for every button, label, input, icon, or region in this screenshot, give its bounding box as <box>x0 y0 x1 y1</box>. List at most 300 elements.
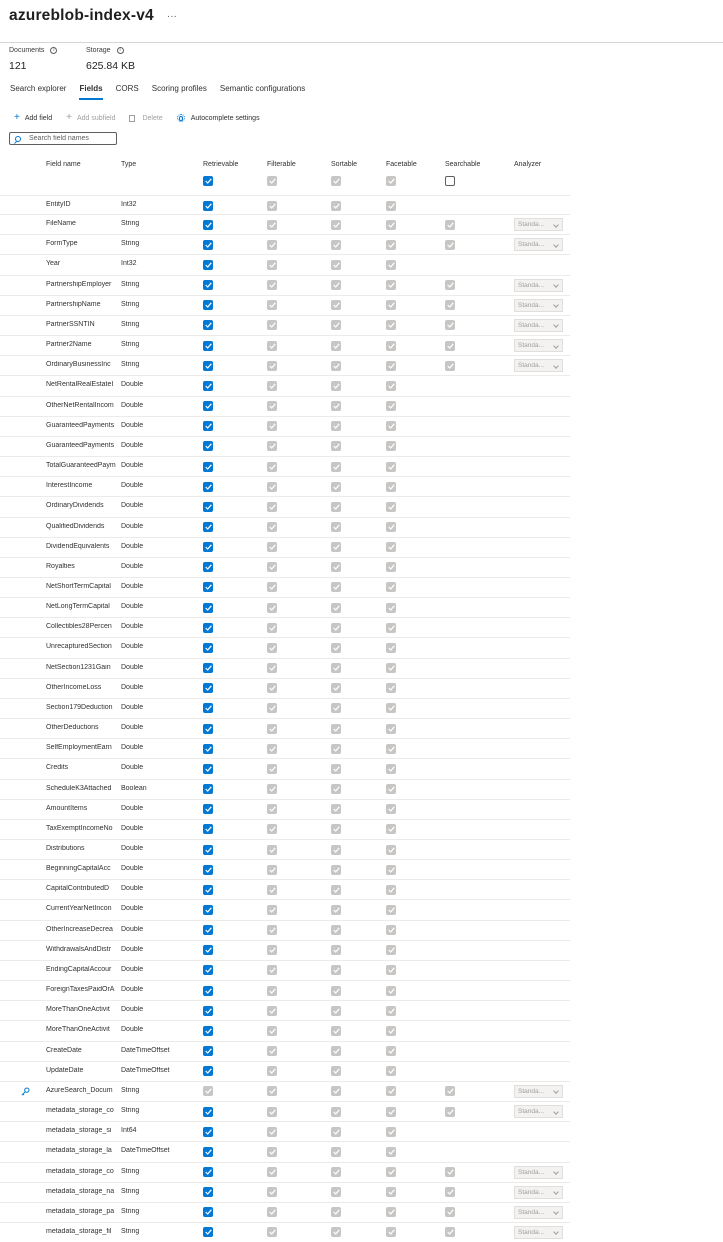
facetable-checkbox[interactable] <box>386 582 396 592</box>
table-row[interactable] <box>0 457 570 477</box>
analyzer-select[interactable] <box>514 238 563 251</box>
field-name[interactable]: metadata_storage_fil <box>46 1227 112 1235</box>
sortable-checkbox[interactable] <box>331 764 341 774</box>
searchable-checkbox[interactable] <box>445 1227 455 1237</box>
retrievable-all-checkbox[interactable] <box>203 176 213 186</box>
field-name[interactable]: NetLongTermCapital <box>46 603 110 611</box>
sortable-checkbox[interactable] <box>331 744 341 754</box>
facetable-checkbox[interactable] <box>386 925 396 935</box>
filterable-checkbox[interactable] <box>267 300 277 310</box>
more-options-button[interactable]: ··· <box>166 10 177 22</box>
filterable-checkbox[interactable] <box>267 401 277 411</box>
table-row[interactable] <box>0 880 570 900</box>
retrievable-checkbox[interactable] <box>203 804 213 814</box>
filterable-checkbox[interactable] <box>267 1006 277 1016</box>
facetable-checkbox[interactable] <box>386 945 396 955</box>
table-row[interactable] <box>0 921 570 941</box>
retrievable-checkbox[interactable] <box>203 623 213 633</box>
sortable-checkbox[interactable] <box>331 1147 341 1157</box>
field-name[interactable]: OtherIncomeLoss <box>46 683 102 691</box>
searchable-all-checkbox[interactable] <box>445 176 455 186</box>
facetable-checkbox[interactable] <box>386 1107 396 1117</box>
sortable-checkbox[interactable] <box>331 401 341 411</box>
col-retrievable[interactable]: Retrievable <box>203 161 239 168</box>
retrievable-checkbox[interactable] <box>203 965 213 975</box>
col-searchable[interactable]: Searchable <box>445 161 481 168</box>
col-facetable[interactable]: Facetable <box>386 161 417 168</box>
table-row[interactable] <box>0 497 570 517</box>
analyzer-select[interactable] <box>514 299 563 312</box>
retrievable-checkbox[interactable] <box>203 1086 213 1096</box>
table-row[interactable] <box>0 1062 570 1082</box>
table-row[interactable] <box>0 981 570 1001</box>
retrievable-checkbox[interactable] <box>203 401 213 411</box>
retrievable-checkbox[interactable] <box>203 381 213 391</box>
field-name[interactable]: PartnershipEmployer <box>46 280 112 288</box>
filterable-checkbox[interactable] <box>267 784 277 794</box>
field-name[interactable]: QualifiedDividends <box>46 522 105 530</box>
filterable-checkbox[interactable] <box>267 603 277 613</box>
facetable-checkbox[interactable] <box>386 965 396 975</box>
field-name[interactable]: BeginningCapitalAcc <box>46 865 111 873</box>
field-name[interactable]: CapitalContributedD <box>46 885 110 893</box>
sortable-checkbox[interactable] <box>331 643 341 653</box>
searchable-checkbox[interactable] <box>445 300 455 310</box>
table-row[interactable] <box>0 1021 570 1041</box>
facetable-checkbox[interactable] <box>386 441 396 451</box>
table-row[interactable] <box>0 961 570 981</box>
sortable-checkbox[interactable] <box>331 300 341 310</box>
field-name[interactable]: Section179Deduction <box>46 703 113 711</box>
sortable-checkbox[interactable] <box>331 562 341 572</box>
searchable-checkbox[interactable] <box>445 320 455 330</box>
retrievable-checkbox[interactable] <box>203 421 213 431</box>
facetable-checkbox[interactable] <box>386 240 396 250</box>
sortable-checkbox[interactable] <box>331 965 341 975</box>
analyzer-select[interactable] <box>514 359 563 372</box>
retrievable-checkbox[interactable] <box>203 582 213 592</box>
field-name[interactable]: Partner2Name <box>46 341 92 349</box>
facetable-checkbox[interactable] <box>386 1227 396 1237</box>
facetable-checkbox[interactable] <box>386 462 396 472</box>
sortable-checkbox[interactable] <box>331 925 341 935</box>
facetable-checkbox[interactable] <box>386 260 396 270</box>
facetable-checkbox[interactable] <box>386 663 396 673</box>
retrievable-checkbox[interactable] <box>203 744 213 754</box>
sortable-checkbox[interactable] <box>331 1046 341 1056</box>
table-row[interactable] <box>0 1183 570 1203</box>
table-row[interactable] <box>0 780 570 800</box>
table-row[interactable] <box>0 215 570 235</box>
filterable-checkbox[interactable] <box>267 703 277 713</box>
sortable-checkbox[interactable] <box>331 260 341 270</box>
facetable-checkbox[interactable] <box>386 280 396 290</box>
retrievable-checkbox[interactable] <box>203 1066 213 1076</box>
field-name[interactable]: CreateDate <box>46 1046 82 1054</box>
add-field-button[interactable]: + Add field <box>14 112 53 123</box>
filterable-checkbox[interactable] <box>267 341 277 351</box>
field-name[interactable]: metadata_storage_si <box>46 1127 112 1135</box>
sortable-checkbox[interactable] <box>331 421 341 431</box>
sortable-checkbox[interactable] <box>331 1227 341 1237</box>
facetable-checkbox[interactable] <box>386 1026 396 1036</box>
filterable-checkbox[interactable] <box>267 683 277 693</box>
retrievable-checkbox[interactable] <box>203 522 213 532</box>
field-name[interactable]: CurrentYearNetIncon <box>46 905 112 913</box>
retrievable-checkbox[interactable] <box>203 280 213 290</box>
analyzer-select[interactable] <box>514 1166 563 1179</box>
facetable-checkbox[interactable] <box>386 1207 396 1217</box>
sortable-checkbox[interactable] <box>331 986 341 996</box>
sortable-checkbox[interactable] <box>331 381 341 391</box>
table-row[interactable] <box>0 397 570 417</box>
documents-info-icon[interactable]: i <box>50 47 57 54</box>
retrievable-checkbox[interactable] <box>203 201 213 211</box>
filterable-checkbox[interactable] <box>267 885 277 895</box>
sortable-checkbox[interactable] <box>331 1187 341 1197</box>
sortable-checkbox[interactable] <box>331 482 341 492</box>
sortable-checkbox[interactable] <box>331 1086 341 1096</box>
facetable-checkbox[interactable] <box>386 361 396 371</box>
table-row[interactable] <box>0 739 570 759</box>
analyzer-select[interactable] <box>514 1105 563 1118</box>
table-row[interactable] <box>0 1223 570 1242</box>
table-row[interactable] <box>0 618 570 638</box>
facetable-checkbox[interactable] <box>386 341 396 351</box>
table-row[interactable] <box>0 316 570 336</box>
retrievable-checkbox[interactable] <box>203 1227 213 1237</box>
field-name[interactable]: EndingCapitalAccour <box>46 965 112 973</box>
retrievable-checkbox[interactable] <box>203 1026 213 1036</box>
sortable-checkbox[interactable] <box>331 1026 341 1036</box>
searchable-checkbox[interactable] <box>445 1086 455 1096</box>
sortable-checkbox[interactable] <box>331 341 341 351</box>
retrievable-checkbox[interactable] <box>203 341 213 351</box>
searchable-checkbox[interactable] <box>445 280 455 290</box>
facetable-checkbox[interactable] <box>386 905 396 915</box>
retrievable-checkbox[interactable] <box>203 1167 213 1177</box>
retrievable-checkbox[interactable] <box>203 945 213 955</box>
filterable-checkbox[interactable] <box>267 582 277 592</box>
retrievable-checkbox[interactable] <box>203 1127 213 1137</box>
col-analyzer[interactable]: Analyzer <box>514 161 542 168</box>
searchable-checkbox[interactable] <box>445 1167 455 1177</box>
facetable-checkbox[interactable] <box>386 1066 396 1076</box>
tab-semantic-configurations[interactable]: Semantic configurations <box>219 84 306 93</box>
sortable-checkbox[interactable] <box>331 603 341 613</box>
table-row[interactable] <box>0 860 570 880</box>
searchable-checkbox[interactable] <box>445 1187 455 1197</box>
field-name[interactable]: OrdinaryBusinessInc <box>46 361 111 369</box>
field-name[interactable]: TotalGuaranteedPaym <box>46 462 116 470</box>
table-row[interactable] <box>0 1082 570 1102</box>
col-filterable[interactable]: Filterable <box>267 161 296 168</box>
sortable-checkbox[interactable] <box>331 703 341 713</box>
tab-cors[interactable]: CORS <box>115 84 139 93</box>
filterable-checkbox[interactable] <box>267 522 277 532</box>
table-row[interactable] <box>0 578 570 598</box>
retrievable-checkbox[interactable] <box>203 1107 213 1117</box>
filterable-checkbox[interactable] <box>267 1187 277 1197</box>
analyzer-select[interactable] <box>514 218 563 231</box>
filterable-checkbox[interactable] <box>267 824 277 834</box>
field-name[interactable]: OtherDeductions <box>46 724 99 732</box>
field-name[interactable]: Year <box>46 260 61 268</box>
filterable-checkbox[interactable] <box>267 623 277 633</box>
sortable-checkbox[interactable] <box>331 623 341 633</box>
filterable-checkbox[interactable] <box>267 764 277 774</box>
sortable-checkbox[interactable] <box>331 865 341 875</box>
retrievable-checkbox[interactable] <box>203 240 213 250</box>
table-row[interactable] <box>0 518 570 538</box>
sortable-checkbox[interactable] <box>331 280 341 290</box>
table-row[interactable] <box>0 477 570 497</box>
table-row[interactable] <box>0 255 570 275</box>
filterable-checkbox[interactable] <box>267 804 277 814</box>
facetable-checkbox[interactable] <box>386 320 396 330</box>
table-row[interactable] <box>0 376 570 396</box>
facetable-checkbox[interactable] <box>386 401 396 411</box>
filterable-checkbox[interactable] <box>267 1107 277 1117</box>
filterable-checkbox[interactable] <box>267 240 277 250</box>
sortable-checkbox[interactable] <box>331 824 341 834</box>
table-row[interactable] <box>0 699 570 719</box>
filterable-checkbox[interactable] <box>267 482 277 492</box>
field-name[interactable]: ScheduleK3Attached <box>46 784 112 792</box>
retrievable-checkbox[interactable] <box>203 683 213 693</box>
searchable-checkbox[interactable] <box>445 1207 455 1217</box>
facetable-checkbox[interactable] <box>386 1086 396 1096</box>
filterable-checkbox[interactable] <box>267 1227 277 1237</box>
searchable-checkbox[interactable] <box>445 1107 455 1117</box>
filterable-checkbox[interactable] <box>267 965 277 975</box>
sortable-checkbox[interactable] <box>331 462 341 472</box>
retrievable-checkbox[interactable] <box>203 260 213 270</box>
filterable-checkbox[interactable] <box>267 1026 277 1036</box>
sortable-checkbox[interactable] <box>331 1066 341 1076</box>
retrievable-checkbox[interactable] <box>203 905 213 915</box>
facetable-checkbox[interactable] <box>386 804 396 814</box>
filterable-checkbox[interactable] <box>267 320 277 330</box>
table-row[interactable] <box>0 598 570 618</box>
sortable-checkbox[interactable] <box>331 1207 341 1217</box>
field-name[interactable]: GuaranteedPayments <box>46 421 115 429</box>
facetable-checkbox[interactable] <box>386 1167 396 1177</box>
retrievable-checkbox[interactable] <box>203 724 213 734</box>
retrievable-checkbox[interactable] <box>203 784 213 794</box>
table-row[interactable] <box>0 437 570 457</box>
filterable-checkbox[interactable] <box>267 542 277 552</box>
sortable-checkbox[interactable] <box>331 1006 341 1016</box>
table-row[interactable] <box>0 336 570 356</box>
retrievable-checkbox[interactable] <box>203 320 213 330</box>
retrievable-checkbox[interactable] <box>203 300 213 310</box>
field-name[interactable]: GuaranteedPayments <box>46 441 115 449</box>
retrievable-checkbox[interactable] <box>203 703 213 713</box>
facetable-checkbox[interactable] <box>386 421 396 431</box>
sortable-checkbox[interactable] <box>331 885 341 895</box>
sortable-checkbox[interactable] <box>331 201 341 211</box>
filterable-checkbox[interactable] <box>267 260 277 270</box>
retrievable-checkbox[interactable] <box>203 502 213 512</box>
filterable-checkbox[interactable] <box>267 1167 277 1177</box>
filterable-checkbox[interactable] <box>267 562 277 572</box>
field-name[interactable]: NetSection1231Gain <box>46 663 111 671</box>
facetable-checkbox[interactable] <box>386 522 396 532</box>
facetable-checkbox[interactable] <box>386 703 396 713</box>
sortable-checkbox[interactable] <box>331 522 341 532</box>
field-name[interactable]: metadata_storage_na <box>46 1187 115 1195</box>
field-name[interactable]: Distributions <box>46 845 85 852</box>
analyzer-select[interactable] <box>514 1085 563 1098</box>
field-name[interactable]: OtherNetRentalIncom <box>46 401 114 409</box>
retrievable-checkbox[interactable] <box>203 1147 213 1157</box>
sortable-checkbox[interactable] <box>331 1127 341 1137</box>
filterable-checkbox[interactable] <box>267 1127 277 1137</box>
field-name[interactable]: NetRentalRealEstateI <box>46 381 114 389</box>
col-sortable[interactable]: Sortable <box>331 161 358 168</box>
table-row[interactable] <box>0 235 570 255</box>
table-row[interactable] <box>0 538 570 558</box>
table-row[interactable] <box>0 558 570 578</box>
table-row[interactable] <box>0 1042 570 1062</box>
sortable-checkbox[interactable] <box>331 945 341 955</box>
filterable-checkbox[interactable] <box>267 201 277 211</box>
col-type[interactable]: Type <box>121 161 137 168</box>
retrievable-checkbox[interactable] <box>203 643 213 653</box>
table-row[interactable] <box>0 1102 570 1122</box>
sortable-checkbox[interactable] <box>331 905 341 915</box>
facetable-checkbox[interactable] <box>386 1046 396 1056</box>
field-name[interactable]: MoreThanOneActivit <box>46 1006 110 1014</box>
facetable-checkbox[interactable] <box>386 764 396 774</box>
table-row[interactable] <box>0 638 570 658</box>
field-name[interactable]: metadata_storage_co <box>46 1167 114 1175</box>
field-name[interactable]: AmountItems <box>46 804 88 812</box>
field-name[interactable]: NetShortTermCapital <box>46 582 111 590</box>
field-name[interactable]: EntityID <box>46 201 71 208</box>
table-row[interactable] <box>0 759 570 779</box>
retrievable-checkbox[interactable] <box>203 663 213 673</box>
field-name[interactable]: DividendEquivalents <box>46 542 110 550</box>
filterable-checkbox[interactable] <box>267 361 277 371</box>
retrievable-checkbox[interactable] <box>203 1006 213 1016</box>
filterable-checkbox[interactable] <box>267 905 277 915</box>
filterable-checkbox[interactable] <box>267 845 277 855</box>
retrievable-checkbox[interactable] <box>203 361 213 371</box>
filterable-checkbox[interactable] <box>267 381 277 391</box>
searchable-checkbox[interactable] <box>445 361 455 371</box>
analyzer-select[interactable] <box>514 279 563 292</box>
facetable-checkbox[interactable] <box>386 784 396 794</box>
sortable-checkbox[interactable] <box>331 683 341 693</box>
retrievable-checkbox[interactable] <box>203 562 213 572</box>
filterable-checkbox[interactable] <box>267 1066 277 1076</box>
field-name[interactable]: FileName <box>46 220 76 228</box>
tab-scoring-profiles[interactable]: Scoring profiles <box>151 84 207 93</box>
field-name[interactable]: InterestIncome <box>46 482 93 490</box>
filterable-checkbox[interactable] <box>267 663 277 673</box>
facetable-checkbox[interactable] <box>386 482 396 492</box>
table-row[interactable] <box>0 276 570 296</box>
retrievable-checkbox[interactable] <box>203 865 213 875</box>
table-row[interactable] <box>0 820 570 840</box>
facetable-checkbox[interactable] <box>386 542 396 552</box>
facetable-checkbox[interactable] <box>386 1187 396 1197</box>
facetable-checkbox[interactable] <box>386 502 396 512</box>
retrievable-checkbox[interactable] <box>203 986 213 996</box>
table-row[interactable] <box>0 1163 570 1183</box>
table-row[interactable] <box>0 1203 570 1223</box>
storage-info-icon[interactable]: i <box>117 47 124 54</box>
searchable-checkbox[interactable] <box>445 341 455 351</box>
filterable-checkbox[interactable] <box>267 502 277 512</box>
sortable-checkbox[interactable] <box>331 663 341 673</box>
searchable-checkbox[interactable] <box>445 240 455 250</box>
facetable-checkbox[interactable] <box>386 300 396 310</box>
facetable-all-checkbox[interactable] <box>386 176 396 186</box>
table-row[interactable] <box>0 840 570 860</box>
sortable-checkbox[interactable] <box>331 582 341 592</box>
table-row[interactable] <box>0 719 570 739</box>
field-name[interactable]: Collectibles28Percen <box>46 623 112 631</box>
sortable-checkbox[interactable] <box>331 1107 341 1117</box>
field-name[interactable]: SelfEmploymentEarn <box>46 744 112 752</box>
search-input[interactable] <box>29 135 114 142</box>
table-row[interactable] <box>0 296 570 316</box>
table-row[interactable] <box>0 356 570 376</box>
filterable-checkbox[interactable] <box>267 925 277 935</box>
facetable-checkbox[interactable] <box>386 885 396 895</box>
analyzer-select[interactable] <box>514 319 563 332</box>
field-name[interactable]: Royalties <box>46 562 75 570</box>
field-name[interactable]: WithdrawalsAndDistr <box>46 945 111 953</box>
table-row[interactable] <box>0 800 570 820</box>
facetable-checkbox[interactable] <box>386 603 396 613</box>
filterable-checkbox[interactable] <box>267 986 277 996</box>
sortable-checkbox[interactable] <box>331 724 341 734</box>
sortable-checkbox[interactable] <box>331 240 341 250</box>
retrievable-checkbox[interactable] <box>203 824 213 834</box>
table-row[interactable] <box>0 900 570 920</box>
retrievable-checkbox[interactable] <box>203 482 213 492</box>
sortable-checkbox[interactable] <box>331 441 341 451</box>
facetable-checkbox[interactable] <box>386 623 396 633</box>
facetable-checkbox[interactable] <box>386 1127 396 1137</box>
facetable-checkbox[interactable] <box>386 744 396 754</box>
facetable-checkbox[interactable] <box>386 381 396 391</box>
filterable-checkbox[interactable] <box>267 1147 277 1157</box>
facetable-checkbox[interactable] <box>386 562 396 572</box>
filterable-checkbox[interactable] <box>267 421 277 431</box>
filterable-checkbox[interactable] <box>267 643 277 653</box>
table-row[interactable] <box>0 1122 570 1142</box>
facetable-checkbox[interactable] <box>386 845 396 855</box>
field-name[interactable]: TaxExemptIncomeNo <box>46 824 113 832</box>
field-name[interactable]: AzureSearch_Docum <box>46 1086 113 1094</box>
retrievable-checkbox[interactable] <box>203 542 213 552</box>
filterable-checkbox[interactable] <box>267 220 277 230</box>
analyzer-select[interactable] <box>514 1206 563 1219</box>
field-name[interactable]: OtherIncreaseDecrea <box>46 925 113 933</box>
filterable-checkbox[interactable] <box>267 865 277 875</box>
table-row[interactable] <box>0 195 570 215</box>
tab-fields[interactable]: Fields <box>79 84 102 98</box>
field-name[interactable]: metadata_storage_pa <box>46 1207 115 1215</box>
facetable-checkbox[interactable] <box>386 1147 396 1157</box>
retrievable-checkbox[interactable] <box>203 220 213 230</box>
filterable-checkbox[interactable] <box>267 280 277 290</box>
